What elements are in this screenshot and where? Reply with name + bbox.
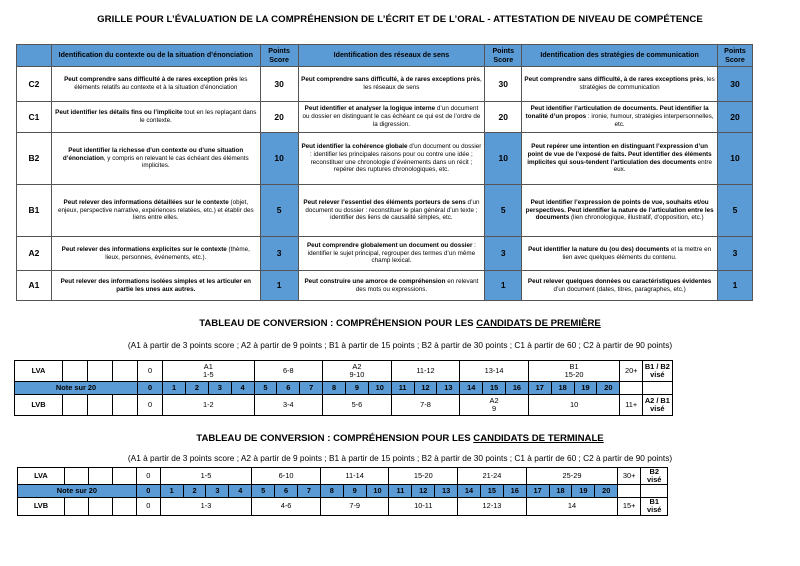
network-bold: Peut construire une amorce de compréhension <box>304 277 446 285</box>
premiere-lva-row <box>15 361 760 382</box>
note-cell: 6 <box>277 382 300 395</box>
context-normal: , y compris en relevant le cas échéant des éléments implicites. <box>103 154 249 170</box>
note-cell: 3 <box>206 485 229 498</box>
context-normal: tout en les replaçant dans le contexte. <box>139 109 257 124</box>
points-cell: 5 <box>717 185 752 237</box>
blank-cell <box>88 498 112 515</box>
level-cell: C2 <box>17 67 52 102</box>
grid-row <box>17 102 753 133</box>
lvb-range: 14 <box>526 498 618 515</box>
network-bold: Peut identifier la cohérence globale <box>301 142 408 150</box>
lvb-range: 5-6 <box>323 395 392 416</box>
grid-header-row <box>17 45 753 67</box>
premiere-note-row <box>15 382 760 395</box>
lva-range: 20+ <box>620 361 643 382</box>
terminale-conversion-table <box>17 467 757 516</box>
blank-cell <box>112 498 136 515</box>
blank-cell <box>62 395 87 416</box>
strategies-bold: Peut identifier l’articulation de documents. Peut identifier la tonalité d’un propos <box>525 105 709 121</box>
terminale-subtitle: (A1 à partir de 3 points score ; A2 à partir de 9 points ; B1 à partir de 15 points ; B2 à partir de 30 points ; C1 à partir de 60 ; C2 à partir de 90 points) <box>127 453 673 463</box>
network-cell <box>298 271 485 301</box>
network-normal: , les réseaux de sens <box>363 76 482 91</box>
note-cell: 4 <box>231 382 254 395</box>
lva-range: 0 <box>136 468 160 485</box>
context-cell <box>51 185 260 237</box>
grid-header-points: Points Score <box>717 45 752 67</box>
blank-cell <box>113 361 138 382</box>
premiere-subtitle: (A1 à partir de 3 points score ; A2 à partir de 9 points ; B1 à partir de 15 points ; B2 à partir de 30 points ; C1 à partir de 60 ; C2 à partir de 90 points) <box>127 340 673 350</box>
lva-range <box>323 361 392 382</box>
note-cell: 1 <box>163 382 186 395</box>
note-cell: 17 <box>528 382 551 395</box>
lvb-range: 1-3 <box>160 498 252 515</box>
note-cell: 6 <box>275 485 298 498</box>
network-cell <box>298 102 485 133</box>
network-normal: d’un document ou dossier : identifier les principales raisons pour ou contre une idée ; reconstituer une chronologie d’événements dans un récit ; repérer des ruptures chronologiques, etc. <box>310 142 482 174</box>
strategies-cell <box>522 102 718 133</box>
note-cell: 2 <box>183 485 206 498</box>
note-cell: 8 <box>320 485 343 498</box>
range-label: 9 <box>492 404 497 413</box>
note-cell: 20 <box>597 382 620 395</box>
level-cell: A1 <box>17 271 52 301</box>
note-cell: 14 <box>458 485 481 498</box>
strategies-normal: (lien chronologique, illustratif, d’opposition, etc.) <box>569 214 704 222</box>
blank-cell <box>62 361 87 382</box>
lvb-range: 12-13 <box>458 498 527 515</box>
terminale-lvb-row <box>18 498 757 515</box>
lva-range: 25-29 <box>526 468 618 485</box>
range-label: 9-10 <box>349 370 365 379</box>
network-bold: Peut relever l’essentiel des éléments porteurs de sens <box>303 198 466 206</box>
blank-cell <box>620 382 643 395</box>
note-cell: 8 <box>323 382 346 395</box>
note-cell: 16 <box>503 485 526 498</box>
range-label: 15-20 <box>564 370 584 379</box>
note-cell: 4 <box>229 485 252 498</box>
terminale-title-target: CANDIDATS DE TERMINALE <box>473 433 604 444</box>
level-label: A2 <box>352 361 362 371</box>
note-cell: 18 <box>549 485 572 498</box>
grid-row <box>17 133 753 185</box>
strategies-cell <box>522 67 718 102</box>
premiere-conversion-table <box>14 360 760 416</box>
strategies-cell <box>522 237 718 271</box>
lvb-label: LVB <box>15 395 63 416</box>
blank-cell <box>87 361 112 382</box>
blank-cell <box>113 395 138 416</box>
terminale-lva-row <box>18 468 757 485</box>
blank-cell <box>64 498 88 515</box>
blank-cell <box>88 468 112 485</box>
note-cell: 7 <box>300 382 323 395</box>
terminale-title <box>0 433 800 444</box>
grid-header-points: Points Score <box>260 45 298 67</box>
grid-row <box>17 185 753 237</box>
level-label: A2 <box>489 395 499 405</box>
blank-cell <box>641 485 668 498</box>
context-normal: (thème, lieux, personnes, événements, etc.). <box>105 245 250 261</box>
lvb-target: B1 visé <box>641 498 668 515</box>
note-label: Note sur 20 <box>18 485 137 498</box>
context-cell <box>51 133 260 185</box>
blank-cell <box>64 468 88 485</box>
points-cell: 20 <box>485 102 522 133</box>
range-label: 1-5 <box>202 370 214 379</box>
lva-range: 6-10 <box>252 468 321 485</box>
points-cell: 30 <box>717 67 752 102</box>
blank-cell <box>618 485 641 498</box>
note-cell: 15 <box>480 485 503 498</box>
network-bold: Peut comprendre sans difficulté, à de rares exceptions près <box>301 76 480 84</box>
grid-header-blank <box>17 45 52 67</box>
note-cell: 3 <box>208 382 231 395</box>
note-cell: 13 <box>435 485 458 498</box>
strategies-normal: : ironie, humour, stratégies interpersonnelles, etc. <box>586 113 714 128</box>
strategies-bold: Peut identifier l’expression de points de vue, souhaits et/ou perspectives. Peut identifier la nature de l’articulation entre les documents <box>525 198 714 222</box>
level-cell: A2 <box>17 237 52 271</box>
context-bold: Peut comprendre sans difficulté à de rares exception près <box>64 76 238 84</box>
evaluation-grid <box>16 44 753 301</box>
grid-row <box>17 67 753 102</box>
page-title: GRILLE POUR L’ÉVALUATION DE LA COMPRÉHENSION DE L’ÉCRIT ET DE L’ORAL - ATTESTATION DE NIVEAU DE COMPÉTENCE <box>97 14 703 25</box>
network-cell <box>298 133 485 185</box>
premiere-lvb-row <box>15 395 760 416</box>
terminale-title-prefix: TABLEAU DE CONVERSION : COMPRÉHENSION POUR LES <box>196 433 474 444</box>
lvb-range: 0 <box>138 395 163 416</box>
context-normal: les éléments relatifs au contexte et à la situation d’énonciation <box>74 76 248 91</box>
note-cell: 5 <box>252 485 275 498</box>
strategies-normal: , les stratégies de communication <box>579 76 715 91</box>
points-cell: 10 <box>485 133 522 185</box>
points-cell: 5 <box>485 185 522 237</box>
note-cell: 19 <box>574 382 597 395</box>
note-cell: 5 <box>254 382 277 395</box>
network-bold: Peut comprendre globalement un document ou dossier <box>306 241 473 249</box>
lva-range <box>528 361 619 382</box>
note-label: Note sur 20 <box>15 382 138 395</box>
strategies-normal: entre eux. <box>613 158 712 174</box>
points-cell: 10 <box>260 133 298 185</box>
level-label: B1 <box>569 361 579 371</box>
lva-range: 21-24 <box>458 468 527 485</box>
context-cell <box>51 271 260 301</box>
note-cell: 14 <box>460 382 483 395</box>
network-normal: en relevant des mots ou expressions. <box>355 277 479 293</box>
lvb-range: 7-9 <box>320 498 389 515</box>
note-cell: 9 <box>343 485 366 498</box>
points-cell: 3 <box>717 237 752 271</box>
note-cell: 13 <box>437 382 460 395</box>
lvb-label: LVB <box>18 498 65 515</box>
lvb-range: 10-11 <box>389 498 458 515</box>
lva-label: LVA <box>18 468 65 485</box>
level-cell: B2 <box>17 133 52 185</box>
level-label: A1 <box>203 361 213 371</box>
level-cell: C1 <box>17 102 52 133</box>
lva-range: 6-8 <box>254 361 323 382</box>
premiere-title-prefix: TABLEAU DE CONVERSION : COMPRÉHENSION POUR LES <box>199 318 477 329</box>
grid-row <box>17 237 753 271</box>
lvb-range: 3-4 <box>254 395 323 416</box>
lvb-range: 15+ <box>618 498 641 515</box>
context-bold: Peut identifier les détails fins ou l’implicite <box>55 109 183 117</box>
lvb-range: 7-8 <box>391 395 460 416</box>
grid-header-context: Identification du contexte ou de la situation d’énonciation <box>51 45 260 67</box>
network-bold: Peut identifier et analyser la logique interne <box>304 105 436 113</box>
note-cell: 16 <box>506 382 529 395</box>
lvb-range: 10 <box>528 395 619 416</box>
note-cell: 12 <box>412 485 435 498</box>
grid-header-strategies: Identification des stratégies de communication <box>522 45 718 67</box>
context-normal: (objet, enjeux, perspective narrative, expériences relatées, etc.) et établir des liens entre elles. <box>57 198 254 222</box>
points-cell: 1 <box>717 271 752 301</box>
context-bold: Peut relever des informations détaillées sur le contexte <box>63 198 229 206</box>
strategies-bold: Peut identifier la nature du (ou des) documents <box>528 245 670 253</box>
lva-range: 1-5 <box>160 468 252 485</box>
blank-cell <box>87 395 112 416</box>
points-cell: 5 <box>260 185 298 237</box>
points-cell: 30 <box>260 67 298 102</box>
context-cell <box>51 102 260 133</box>
points-cell: 30 <box>485 67 522 102</box>
grid-header-network: Identification des réseaux de sens <box>298 45 485 67</box>
strategies-cell <box>522 185 718 237</box>
lvb-range: 0 <box>136 498 160 515</box>
lvb-range: 11+ <box>620 395 643 416</box>
blank-cell <box>112 468 136 485</box>
lva-range: 13-14 <box>460 361 529 382</box>
points-cell: 3 <box>260 237 298 271</box>
points-cell: 20 <box>260 102 298 133</box>
premiere-title <box>0 318 800 329</box>
note-cell: 11 <box>389 485 412 498</box>
points-cell: 10 <box>717 133 752 185</box>
lvb-target: A2 / B1 visé <box>643 395 672 416</box>
points-cell: 3 <box>485 237 522 271</box>
note-cell: 17 <box>526 485 549 498</box>
lva-target: B2 visé <box>641 468 668 485</box>
note-cell: 20 <box>595 485 618 498</box>
context-bold: Peut relever des informations explicites sur le contexte <box>61 245 227 253</box>
lva-range: 0 <box>138 361 163 382</box>
lvb-range: 4-6 <box>252 498 321 515</box>
network-cell <box>298 185 485 237</box>
lva-range: 11-14 <box>320 468 389 485</box>
context-cell <box>51 67 260 102</box>
network-normal: d’un document ou dossier : reconstituer le plan général d’un texte ; identifier des liens de causalité simples, etc. <box>305 198 480 222</box>
blank-cell <box>643 382 672 395</box>
note-cell: 15 <box>483 382 506 395</box>
note-cell: 0 <box>138 382 163 395</box>
context-bold: Peut relever des informations isolées simples et les articuler en partie les unes aux autres. <box>60 277 251 293</box>
note-cell: 18 <box>551 382 574 395</box>
note-cell: 7 <box>297 485 320 498</box>
lva-label: LVA <box>15 361 63 382</box>
level-cell: B1 <box>17 185 52 237</box>
note-cell: 10 <box>366 485 389 498</box>
note-cell: 0 <box>136 485 160 498</box>
context-cell <box>51 237 260 271</box>
network-cell <box>298 67 485 102</box>
note-cell: 19 <box>572 485 595 498</box>
grid-row <box>17 271 753 301</box>
lva-target: B1 / B2 visé <box>643 361 672 382</box>
lvb-range <box>460 395 529 416</box>
points-cell: 1 <box>485 271 522 301</box>
note-cell: 10 <box>368 382 391 395</box>
network-cell <box>298 237 485 271</box>
lvb-range: 1-2 <box>163 395 254 416</box>
lva-range <box>163 361 254 382</box>
network-normal: d’un document ou dossier en distinguant le cas échéant ce qui est de l’ordre de la digression. <box>302 105 481 128</box>
strategies-normal: d’un document (dates, titres, paragraphes, etc.) <box>553 285 686 293</box>
points-cell: 1 <box>260 271 298 301</box>
note-cell: 2 <box>185 382 208 395</box>
note-cell: 1 <box>160 485 183 498</box>
strategies-bold: Peut comprendre sans difficulté, à de rares exceptions près <box>524 76 704 84</box>
strategies-bold: Peut relever quelques données ou caractéristiques évidentes <box>527 277 712 285</box>
terminale-note-row <box>18 485 757 498</box>
note-cell: 12 <box>414 382 437 395</box>
premiere-title-target: CANDIDATS DE PREMIÈRE <box>476 318 601 329</box>
grid-header-points: Points Score <box>485 45 522 67</box>
strategies-cell <box>522 133 718 185</box>
strategies-cell <box>522 271 718 301</box>
note-cell: 9 <box>345 382 368 395</box>
strategies-normal: et la mettre en lien avec quelques éléments du contenu. <box>562 245 712 261</box>
strategies-bold: Peut repérer une intention en distinguant l’expression d’un point de vue de l’exposé de faits. Peut identifier des éléments implicites qui sous-tendent l’articulation des documents <box>527 142 712 166</box>
lva-range: 30+ <box>618 468 641 485</box>
lva-range: 15-20 <box>389 468 458 485</box>
lva-range: 11-12 <box>391 361 460 382</box>
points-cell: 20 <box>717 102 752 133</box>
note-cell: 11 <box>391 382 414 395</box>
context-bold: Peut identifier la richesse d’un contexte ou d’une situation d’énonciation <box>62 146 244 162</box>
network-normal: : identifier le sujet principal, regrouper des termes d’un même champ lexical. <box>307 241 476 265</box>
